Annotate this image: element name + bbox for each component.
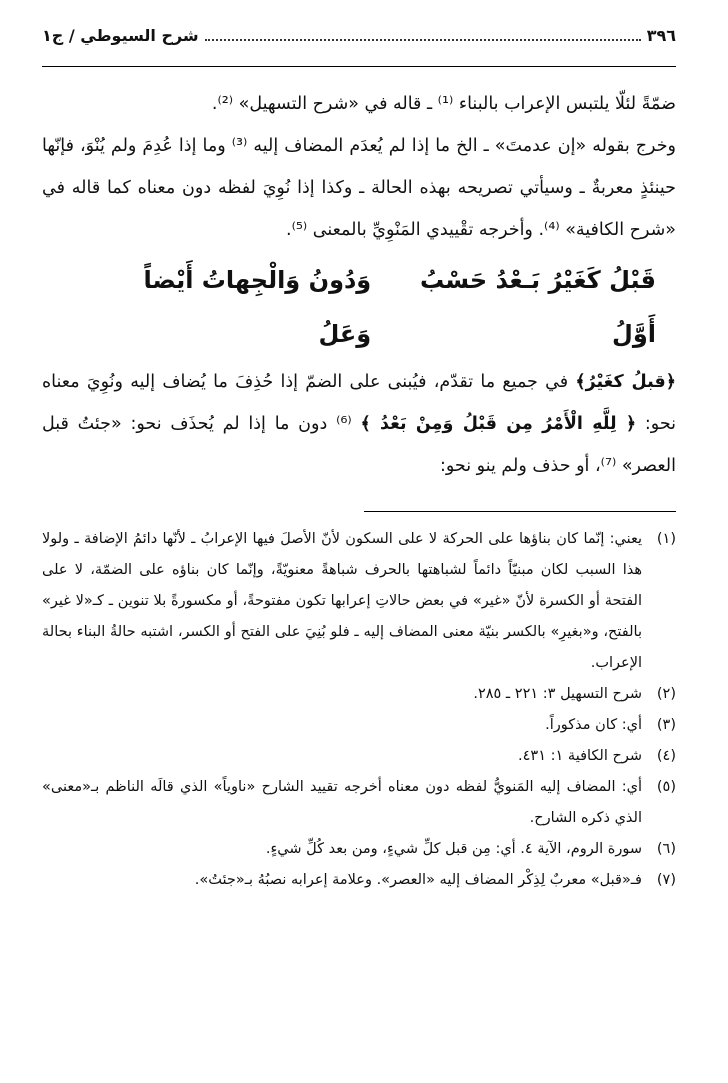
footnote-text: أي: المضاف إليه المَنويُّ لفظه دون معناه أخرجه تقييد الشارح «ناوياً» الذي قالَه الناظم بـ«معنى» الذي ذكره الشارح. — [42, 779, 642, 826]
commentary-paragraph — [42, 361, 676, 487]
footnote-separator — [364, 511, 676, 512]
footnote — [42, 865, 676, 896]
footnote-text: أي: كان مذكوراً. — [545, 717, 642, 733]
footnote — [42, 710, 676, 741]
verse-hemistich-2: وَدُونُ وَالْجِهاتُ أَيْضاً وَعَلُ — [143, 266, 372, 348]
page-header — [42, 26, 676, 67]
footnote — [42, 524, 676, 679]
footnote — [42, 772, 676, 834]
footnotes — [42, 524, 676, 896]
commentary-text-1: في جميع ما تقدّم، فيُبنى على الضمّ إذا حُذِفَ ما يُضاف إليه ونُوِيَ معناه نحو: — [42, 372, 676, 434]
paragraph-1: ضمّةً لئلّا يلتبس الإعراب بالبناء ⁽¹⁾ ـ قاله في «شرح التسهيل» ⁽²⁾. — [211, 94, 676, 114]
footnote-text: يعني: إنّما كان بناؤها على الحركة لا على السكون لأنّ الأصلَ فيها الإعرابُ ـ لأنّها دائمُ الإضافة ـ ولولا هذا السبب لكان مبنيّاً دائماً لشباهتها بالحرف شباهةً معنويّةً، وإنّما كان بناؤه على الضمّة، لا على الفتحة أو الكسرة لأنّ «غير» في بعض حالاتِ إعرابها تكون مفتوحةً، أو مكسورةً بلا تنوين ـ كـ«لا غير» بالفتح، و«بغيرِ» بالكسر بنيّة معنى المضاف إليه ـ فلو بُنِيَ على الفتح أو الكسر، اشتبه حالةُ البناء بحالة الإعراب. — [42, 531, 642, 671]
footnote-number: (١) — [656, 531, 676, 547]
running-title: شرح السيوطي / ج١ — [42, 26, 199, 45]
paragraph-2: وخرج بقوله «إن عدمتَ» ـ الخ ما إذا لم يُعدَم المضاف إليه ⁽³⁾ وما إذا عُدِمَ ولم يُنْوَ، فإنّها حينئذٍ معربةٌ ـ وسيأتي تصريحه بهذه الحالة ـ وكذا إذا نُوِيَ لفظه دون معناه كما قاله في «شرح الكافية» ⁽⁴⁾. وأخرجه تقْييدي المَنْوِيِّ بالمعنى ⁽⁵⁾. — [42, 136, 676, 240]
footnote-text: سورة الروم، الآية ٤. أي: مِن قبل كلِّ شيءٍ، ومن بعد كُلِّ شيءٍ. — [265, 841, 642, 857]
footnote-number: (٢) — [656, 686, 676, 702]
footnote — [42, 741, 676, 772]
footnote-number: (٣) — [656, 717, 676, 733]
footnote-number: (٥) — [656, 779, 676, 795]
verse-line — [42, 251, 676, 361]
commentary-text-2: ⁽⁶⁾ دون ما إذا لم يُحذَف نحو: «جئتُ قبل العصر» ⁽⁷⁾، أو حذف ولم ينو نحو: — [42, 414, 676, 476]
main-text — [42, 83, 676, 251]
verse-hemistich-1: قَبْلُ كَغَيْرُ بَـعْدُ حَسْبُ أَوَّلُ — [420, 266, 656, 348]
footnote-text: شرح الكافية ١: ٤٣١. — [518, 748, 642, 764]
commentary — [42, 361, 676, 487]
footnote — [42, 679, 676, 710]
footnote-number: (٧) — [656, 872, 676, 888]
header-leader-dots — [205, 27, 641, 41]
quran-quote: ﴿ لِلَّهِ الْأَمْرُ مِن قَبْلُ وَمِنْ بَعْدُ ﴾ — [360, 414, 637, 434]
footnote-text: فـ«قبل» معربٌ لِذِكْر المضاف إليه «العصر». وعلامة إعرابه نصبُهُ بـ«جئتُ». — [194, 872, 642, 888]
page-number: ٣٩٦ — [646, 26, 676, 45]
footnote-text: شرح التسهيل ٣: ٢٢١ ـ ٢٨٥. — [473, 686, 642, 702]
footnote-number: (٤) — [656, 748, 676, 764]
commentary-bold-term: ﴿قبلُ كغَيْرُ﴾ — [575, 372, 676, 392]
footnote — [42, 834, 676, 865]
footnote-number: (٦) — [656, 841, 676, 857]
